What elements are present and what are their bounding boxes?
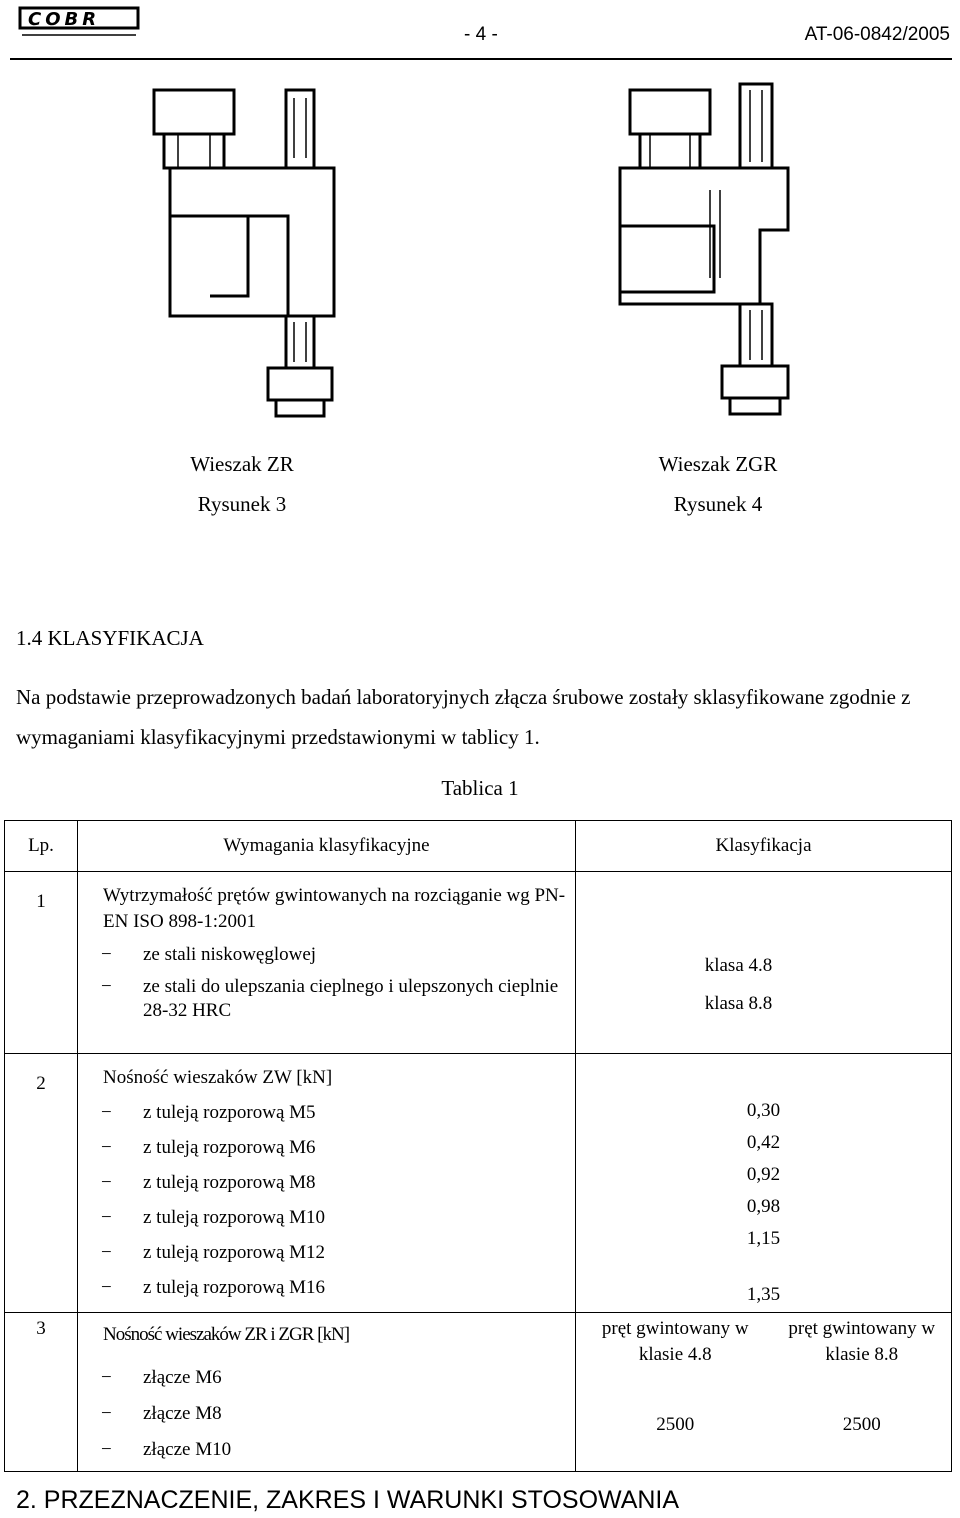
table-title: Tablica 1	[441, 776, 519, 800]
class-value: 1,15	[746, 1228, 781, 1249]
class-value: 0,92	[746, 1164, 781, 1185]
row-requirement: Wytrzymałość prętów gwintowanych na rozciąganie wg PN-EN ISO 898-1:2001	[103, 885, 566, 932]
value-8-8: 2500	[842, 1414, 881, 1435]
table-row	[5, 1313, 952, 1472]
list-item: − ze stali niskowęglowej	[101, 944, 317, 965]
row-requirement: Nośność wieszaków ZW [kN]	[103, 1067, 333, 1088]
figure-zgr-caption: Rysunek 4	[673, 492, 763, 516]
row-lp: 3	[36, 1318, 46, 1339]
classification-table	[4, 820, 952, 1472]
page-number: - 4 -	[464, 24, 498, 45]
row-lp: 2	[36, 1073, 46, 1094]
class-value: 0,42	[746, 1132, 781, 1153]
table-row	[5, 872, 952, 1054]
cobr-logo	[18, 4, 142, 40]
sub-header-8-8: pręt gwintowany w klasie 8.8	[788, 1318, 936, 1365]
row-lp: 1	[36, 891, 46, 912]
list-item: − z tuleją rozporową M12	[101, 1242, 326, 1263]
list-item: − ze stali do ulepszania cieplnego i ulepszonych cieplnie 28-32 HRC	[101, 976, 559, 1021]
section-heading: 1.4 KLASYFIKACJA	[16, 626, 204, 650]
table-header-row	[5, 821, 952, 872]
figure-zr-name: Wieszak ZR	[190, 452, 294, 476]
row-requirement: Nośność wieszaków ZR i ZGR [kN]	[103, 1324, 350, 1345]
list-item: − złącze M10	[101, 1439, 232, 1460]
figure-wieszak-zr-drawing	[150, 78, 380, 423]
document-id: AT-06-0842/2005	[804, 24, 950, 45]
header-lp: Lp.	[5, 821, 78, 872]
list-item: − złącze M6	[101, 1367, 222, 1388]
class-value: 0,30	[746, 1100, 781, 1121]
logo-text: COBR	[28, 9, 101, 30]
header-classification: Klasyfikacja	[576, 821, 952, 872]
figure-zgr-name: Wieszak ZGR	[658, 452, 778, 476]
list-item: − z tuleją rozporową M10	[101, 1207, 326, 1228]
list-item: − z tuleją rozporową M6	[101, 1137, 316, 1158]
list-item: − z tuleją rozporową M16	[101, 1277, 326, 1298]
sub-header-4-8: pręt gwintowany w klasie 4.8	[601, 1318, 749, 1365]
table-row	[5, 1054, 952, 1313]
class-value: 0,98	[746, 1196, 781, 1217]
list-item: − złącze M8	[101, 1403, 222, 1424]
header-requirements: Wymagania klasyfikacyjne	[78, 821, 576, 872]
class-value: 1,35	[746, 1284, 781, 1305]
next-section-heading: 2. PRZEZNACZENIE, ZAKRES I WARUNKI STOSOWANIA	[16, 1486, 680, 1514]
figure-wieszak-zgr-drawing	[610, 78, 840, 423]
list-item: − z tuleją rozporową M5	[101, 1102, 316, 1123]
value-4-8: 2500	[656, 1414, 695, 1435]
class-value: klasa 4.8	[704, 955, 773, 976]
section-paragraph: Na podstawie przeprowadzonych badań laboratoryjnych złącza śrubowe zostały sklasyfikowane zgodnie z wymaganiami klasyfikacyjnymi przedstawionymi w tablicy 1.	[16, 685, 911, 749]
header-rule	[10, 58, 952, 60]
list-item: − z tuleją rozporową M8	[101, 1172, 316, 1193]
figure-zr-caption: Rysunek 3	[197, 492, 287, 516]
class-value: klasa 8.8	[704, 993, 773, 1014]
